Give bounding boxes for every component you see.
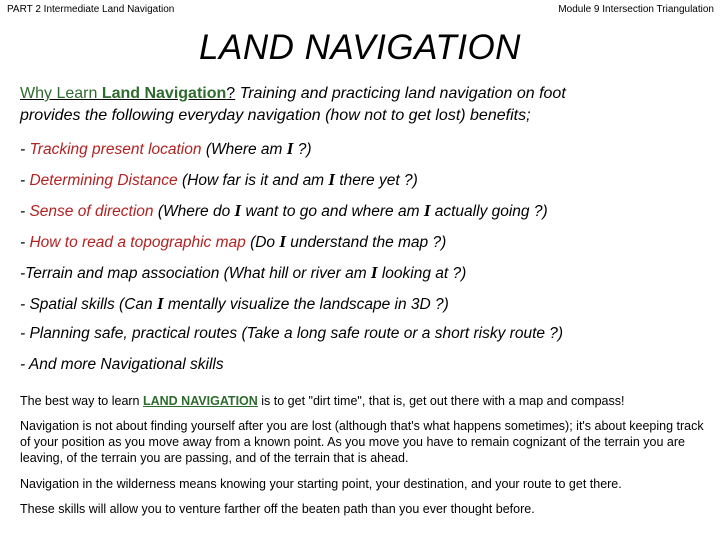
header-module-label: Module 9 Intersection Triangulation	[558, 4, 714, 15]
header-part-label: PART 2 Intermediate Land Navigation	[7, 4, 175, 15]
land-navigation-link[interactable]: LAND NAVIGATION	[142, 394, 258, 408]
list-item: - Planning safe, practical routes (Take a long safe route or a short risky route ?)	[20, 325, 564, 342]
list-item: - Determining Distance (How far is it and am I there yet ?)	[20, 170, 418, 189]
paragraph-keeping-track: Navigation is not about finding yourself after you are lost (although that's what happens sometimes); it's about keeping track of your position as you move away from a known point. As you move you have to remain cognizant of the terrain you are leaving, of the terrain you are passing, and of the terrain that is ahead.	[20, 419, 704, 465]
bullet-term: Determining Distance	[29, 172, 178, 189]
page-title: LAND NAVIGATION	[199, 28, 521, 67]
intro-question[interactable]: Why Learn Land Navigation?	[20, 85, 236, 102]
bullet-term: How to read a topographic map	[29, 234, 246, 251]
bullet-term: Tracking present location	[29, 141, 202, 158]
paragraph-venture: These skills will allow you to venture farther off the beaten path than you ever thought before.	[20, 502, 535, 516]
intro-text-1: Training and practicing land navigation on foot	[239, 85, 566, 102]
list-item: - How to read a topographic map (Do I understand the map ?)	[20, 232, 447, 251]
list-item: - And more Navigational skills	[20, 356, 224, 373]
list-item: - Sense of direction (Where do I want to go and where am I actually going ?)	[20, 201, 548, 220]
paragraph-dirt-time: The best way to learn LAND NAVIGATION is to get "dirt time", that is, get out there with a map and compass!	[20, 394, 625, 408]
intro-line-1	[20, 85, 566, 103]
bullet-term: Terrain and map association	[25, 265, 220, 282]
bullet-term: Sense of direction	[29, 203, 154, 220]
list-item: -Terrain and map association (What hill or river am I looking at ?)	[20, 263, 467, 282]
paragraph-wilderness: Navigation in the wilderness means knowing your starting point, your destination, and your route to get there.	[20, 477, 622, 491]
list-item: - Spatial skills (Can I mentally visualize the landscape in 3D ?)	[20, 294, 449, 313]
intro-line-2: provides the following everyday navigation (how not to get lost) benefits;	[20, 107, 531, 124]
bullet-term: - Planning safe, practical routes	[20, 325, 238, 342]
list-item: - Tracking present location (Where am I ?)	[20, 139, 312, 158]
